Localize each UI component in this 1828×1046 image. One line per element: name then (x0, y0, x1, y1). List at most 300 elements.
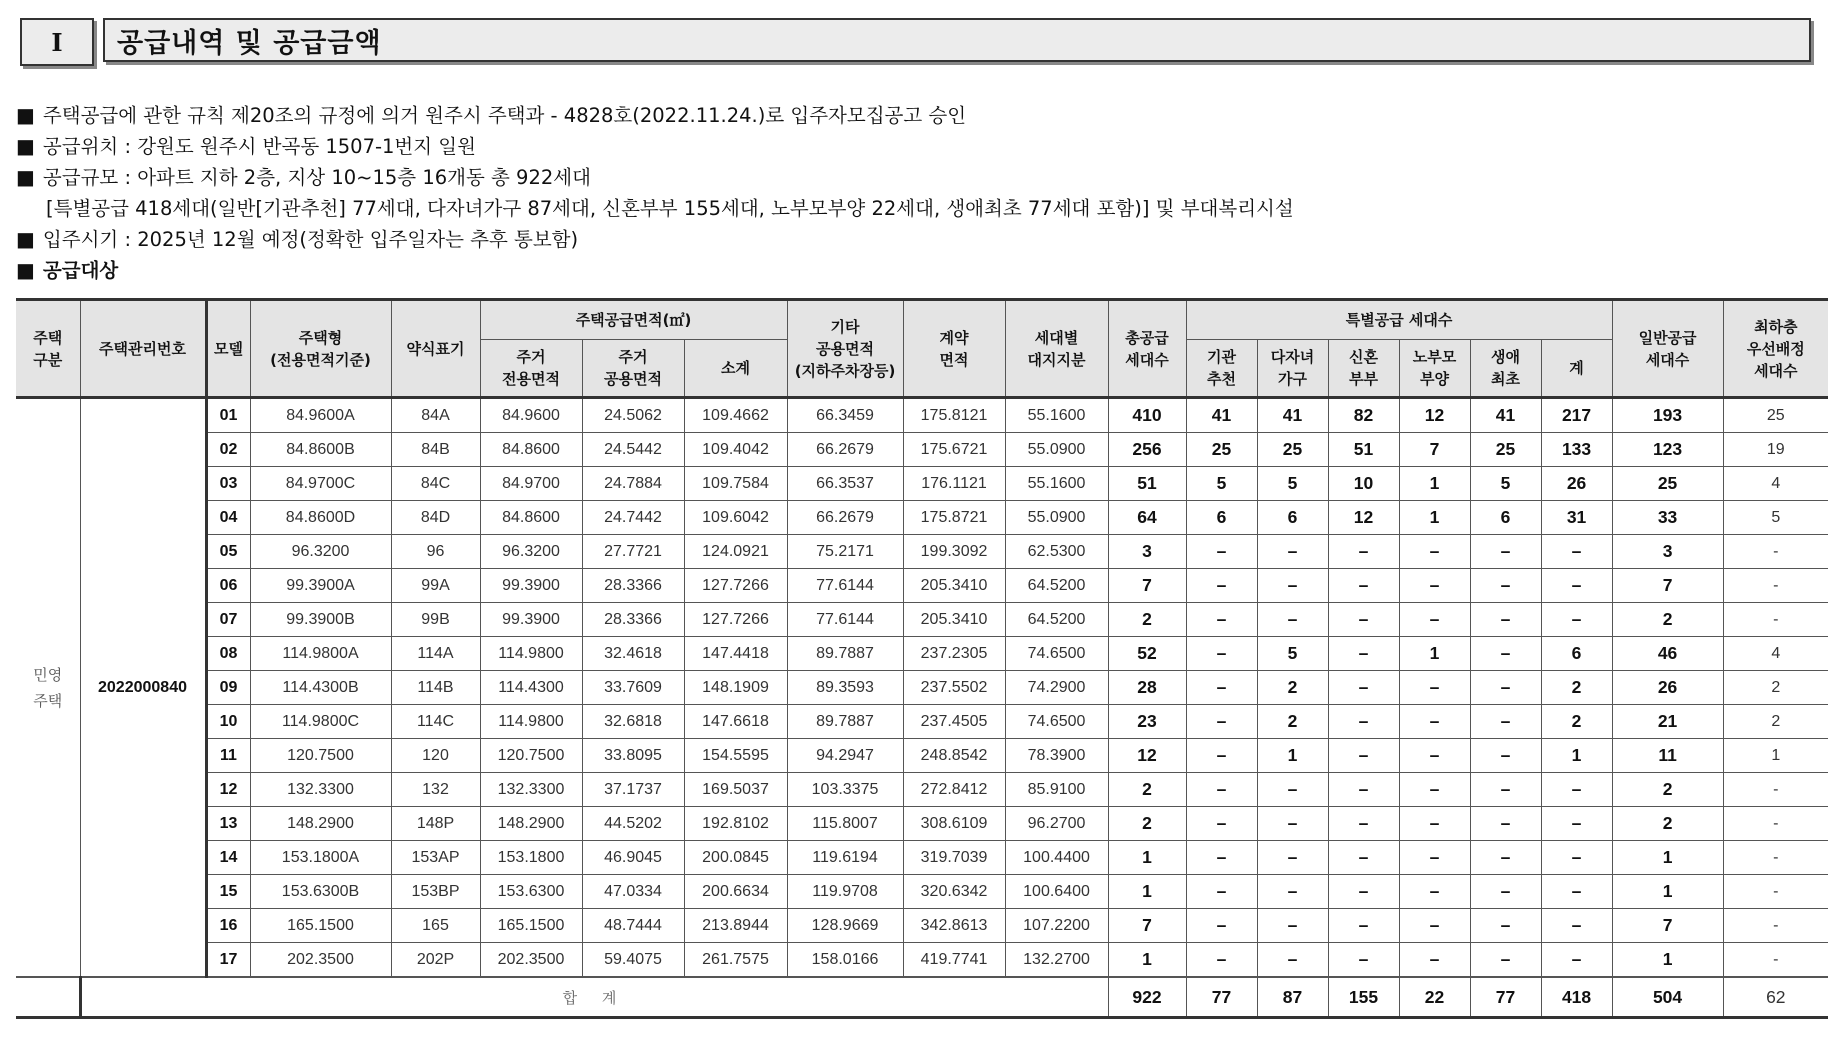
table-row (16, 671, 1828, 705)
bullet-square-icon: ■ (16, 103, 35, 127)
table-cell: – (1186, 535, 1257, 569)
table-cell: – (1399, 535, 1470, 569)
table-cell: – (1399, 773, 1470, 807)
table-cell: 06 (206, 569, 250, 603)
header-sp-total: 계 (1541, 340, 1612, 398)
table-cell: 1 (1399, 467, 1470, 501)
table-cell: - (1723, 909, 1828, 943)
table-cell: 24.5062 (582, 398, 684, 433)
table-cell: – (1541, 841, 1612, 875)
table-cell: – (1257, 773, 1328, 807)
table-cell: – (1470, 875, 1541, 909)
table-cell: 74.6500 (1005, 637, 1108, 671)
table-row (16, 739, 1828, 773)
table-cell: 44.5202 (582, 807, 684, 841)
table-cell: – (1186, 603, 1257, 637)
table-cell: 1 (1257, 739, 1328, 773)
table-cell: - (1723, 603, 1828, 637)
table-cell: 24.7442 (582, 501, 684, 535)
table-cell: 132 (391, 773, 480, 807)
total-value: 155 (1328, 977, 1399, 1018)
table-cell: 2 (1108, 807, 1186, 841)
table-cell: 84A (391, 398, 480, 433)
table-cell: - (1723, 535, 1828, 569)
table-cell: 16 (206, 909, 250, 943)
table-cell: 84.8600 (480, 433, 582, 467)
total-value: 22 (1399, 977, 1470, 1018)
table-cell: 64 (1108, 501, 1186, 535)
table-cell: – (1257, 875, 1328, 909)
table-cell: 133 (1541, 433, 1612, 467)
table-cell: 96 (391, 535, 480, 569)
table-cell: 84B (391, 433, 480, 467)
table-cell: 120 (391, 739, 480, 773)
table-cell: 153.1800 (480, 841, 582, 875)
table-cell: 5 (1257, 467, 1328, 501)
table-body (16, 398, 1828, 978)
table-cell: 100.6400 (1005, 875, 1108, 909)
header-type: 주택형 (전용면적기준) (250, 300, 391, 398)
table-cell: – (1470, 943, 1541, 978)
table-cell: - (1723, 943, 1828, 978)
table-cell: 103.3375 (787, 773, 903, 807)
table-cell: 107.2200 (1005, 909, 1108, 943)
table-cell: 10 (206, 705, 250, 739)
table-cell: 205.3410 (903, 603, 1005, 637)
table-cell: – (1186, 705, 1257, 739)
table-cell: 132.3300 (250, 773, 391, 807)
header-contract-area: 계약 면적 (903, 300, 1005, 398)
table-cell: 94.2947 (787, 739, 903, 773)
table-cell: 09 (206, 671, 250, 705)
table-cell: 99.3900 (480, 569, 582, 603)
header-total-units: 총공급 세대수 (1108, 300, 1186, 398)
table-cell: 202P (391, 943, 480, 978)
table-cell: 419.7741 (903, 943, 1005, 978)
table-cell: – (1186, 841, 1257, 875)
bullet-square-icon: ■ (16, 134, 35, 158)
table-cell: 89.7887 (787, 705, 903, 739)
table-cell: 62.5300 (1005, 535, 1108, 569)
section-header (20, 18, 1820, 66)
table-cell: – (1541, 909, 1612, 943)
table-cell: 237.4505 (903, 705, 1005, 739)
table-cell: – (1470, 739, 1541, 773)
table-cell: – (1470, 773, 1541, 807)
table-cell: 2 (1257, 671, 1328, 705)
table-cell: 41 (1470, 398, 1541, 433)
table-cell: 59.4075 (582, 943, 684, 978)
table-cell: 66.2679 (787, 501, 903, 535)
table-cell: 109.7584 (684, 467, 787, 501)
table-cell: 1 (1723, 739, 1828, 773)
table-cell: 55.1600 (1005, 467, 1108, 501)
table-cell: 1 (1541, 739, 1612, 773)
table-cell: 109.4042 (684, 433, 787, 467)
bullet-scale-detail: [특별공급 418세대(일반[기관추천] 77세대, 다자녀가구 87세대, 신혼부부 155세대, 노부모부양 22세대, 생애최초 77세대 포함)] 및 부대복리시설 (46, 197, 1294, 220)
table-cell: – (1470, 807, 1541, 841)
table-cell: 7 (1612, 569, 1723, 603)
table-cell: – (1257, 909, 1328, 943)
table-cell: 158.0166 (787, 943, 903, 978)
table-row (16, 569, 1828, 603)
table-cell: 85.9100 (1005, 773, 1108, 807)
table-cell: 193 (1612, 398, 1723, 433)
table-cell: 148P (391, 807, 480, 841)
header-area-group: 주택공급면적(㎡) (480, 300, 787, 340)
table-cell: 5 (1257, 637, 1328, 671)
table-cell: 96.3200 (250, 535, 391, 569)
bullet-location: ■ 공급위치 : 강원도 원주시 반곡동 1507-1번지 일원 (16, 134, 476, 158)
table-cell: 165.1500 (250, 909, 391, 943)
total-value: 77 (1186, 977, 1257, 1018)
table-cell: 114C (391, 705, 480, 739)
table-cell: 11 (206, 739, 250, 773)
management-number-cell: 2022000840 (80, 398, 206, 978)
bullet-supply-target: ■ 공급대상 (16, 258, 119, 282)
table-cell: – (1399, 807, 1470, 841)
table-cell: – (1257, 569, 1328, 603)
table-cell: 52 (1108, 637, 1186, 671)
table-cell: 23 (1108, 705, 1186, 739)
table-cell: 84D (391, 501, 480, 535)
bullet-scale: ■ 공급규모 : 아파트 지하 2층, 지상 10~15층 16개동 총 922세대 (16, 165, 591, 189)
table-cell: 1 (1612, 875, 1723, 909)
table-row (16, 603, 1828, 637)
table-cell: – (1470, 705, 1541, 739)
table-row (16, 909, 1828, 943)
table-cell: 148.1909 (684, 671, 787, 705)
table-cell: 3 (1612, 535, 1723, 569)
table-cell: 272.8412 (903, 773, 1005, 807)
table-cell: 25 (1257, 433, 1328, 467)
table-cell: – (1541, 807, 1612, 841)
table-cell: 6 (1541, 637, 1612, 671)
table-cell: 07 (206, 603, 250, 637)
table-cell: – (1470, 841, 1541, 875)
table-cell: – (1541, 773, 1612, 807)
table-cell: – (1328, 875, 1399, 909)
table-cell: 19 (1723, 433, 1828, 467)
table-cell: - (1723, 773, 1828, 807)
table-cell: 2 (1108, 603, 1186, 637)
table-cell: 10 (1328, 467, 1399, 501)
table-cell: 120.7500 (480, 739, 582, 773)
table-cell: 200.0845 (684, 841, 787, 875)
header-other-common: 기타 공용면적 (지하주차장등) (787, 300, 903, 398)
table-cell: 256 (1108, 433, 1186, 467)
table-cell: 84.9600A (250, 398, 391, 433)
table-cell: 51 (1108, 467, 1186, 501)
table-cell: 01 (206, 398, 250, 433)
table-cell: 154.5595 (684, 739, 787, 773)
table-cell: 175.6721 (903, 433, 1005, 467)
table-cell: 15 (206, 875, 250, 909)
table-cell: 175.8721 (903, 501, 1005, 535)
header-general-units: 일반공급 세대수 (1612, 300, 1723, 398)
total-value: 418 (1541, 977, 1612, 1018)
table-cell: 114.9800C (250, 705, 391, 739)
table-row (16, 807, 1828, 841)
table-cell: 4 (1723, 637, 1828, 671)
table-cell: 128.9669 (787, 909, 903, 943)
table-cell: 11 (1612, 739, 1723, 773)
table-row (16, 943, 1828, 978)
table-cell: 124.0921 (684, 535, 787, 569)
table-cell: 02 (206, 433, 250, 467)
table-cell: 1 (1399, 637, 1470, 671)
table-cell: 2 (1723, 705, 1828, 739)
table-cell: 04 (206, 501, 250, 535)
bullet-square-icon: ■ (16, 227, 35, 251)
bullet-move-in: ■ 입주시기 : 2025년 12월 예정(정확한 입주일자는 추후 통보함) (16, 227, 579, 251)
table-cell: – (1399, 841, 1470, 875)
table-row (16, 433, 1828, 467)
table-cell: 2 (1541, 671, 1612, 705)
table-cell: 114A (391, 637, 480, 671)
header-area-common: 주거 공용면적 (582, 340, 684, 398)
table-cell: 27.7721 (582, 535, 684, 569)
table-cell: 237.2305 (903, 637, 1005, 671)
table-cell: – (1470, 603, 1541, 637)
table-cell: 55.0900 (1005, 433, 1108, 467)
table-cell: – (1328, 909, 1399, 943)
table-cell: 12 (206, 773, 250, 807)
table-cell: – (1328, 671, 1399, 705)
table-cell: 03 (206, 467, 250, 501)
header-area-exclusive: 주거 전용면적 (480, 340, 582, 398)
table-cell: – (1186, 637, 1257, 671)
table-cell: 7 (1612, 909, 1723, 943)
table-cell: 1 (1108, 841, 1186, 875)
table-cell: 120.7500 (250, 739, 391, 773)
table-cell: 47.0334 (582, 875, 684, 909)
table-cell: 64.5200 (1005, 603, 1108, 637)
table-cell: 32.6818 (582, 705, 684, 739)
table-cell: 96.3200 (480, 535, 582, 569)
table-cell: 248.8542 (903, 739, 1005, 773)
table-cell: 109.4662 (684, 398, 787, 433)
table-cell: 31 (1541, 501, 1612, 535)
table-cell: 319.7039 (903, 841, 1005, 875)
table-cell: 153BP (391, 875, 480, 909)
table-cell: 74.2900 (1005, 671, 1108, 705)
header-area-subtotal: 소계 (684, 340, 787, 398)
table-cell: – (1541, 603, 1612, 637)
table-cell: 55.1600 (1005, 398, 1108, 433)
table-cell: 89.3593 (787, 671, 903, 705)
table-cell: – (1399, 909, 1470, 943)
table-cell: 48.7444 (582, 909, 684, 943)
table-cell: 1 (1612, 841, 1723, 875)
table-cell: – (1328, 773, 1399, 807)
table-cell: - (1723, 841, 1828, 875)
table-cell: 237.5502 (903, 671, 1005, 705)
table-cell: 202.3500 (250, 943, 391, 978)
table-cell: 3 (1108, 535, 1186, 569)
header-sp-newlywed: 신혼 부부 (1328, 340, 1399, 398)
table-cell: 28.3366 (582, 569, 684, 603)
table-cell: 46 (1612, 637, 1723, 671)
total-blank-cell (16, 977, 80, 1018)
bullet-approval: ■ 주택공급에 관한 규칙 제20조의 규정에 의거 원주시 주택과 - 4828호(2022.11.24.)로 입주자모집공고 승인 (16, 103, 967, 127)
table-cell: 342.8613 (903, 909, 1005, 943)
table-cell: 199.3092 (903, 535, 1005, 569)
table-cell: 165.1500 (480, 909, 582, 943)
table-cell: 410 (1108, 398, 1186, 433)
table-cell: – (1470, 637, 1541, 671)
table-cell: - (1723, 807, 1828, 841)
total-value: 77 (1470, 977, 1541, 1018)
table-cell: 123 (1612, 433, 1723, 467)
table-cell: – (1257, 603, 1328, 637)
table-cell: 1 (1108, 875, 1186, 909)
table-cell: – (1399, 569, 1470, 603)
table-cell: 2 (1257, 705, 1328, 739)
table-cell: 205.3410 (903, 569, 1005, 603)
table-cell: 147.4418 (684, 637, 787, 671)
supply-table (16, 298, 1828, 1019)
table-cell: 78.3900 (1005, 739, 1108, 773)
table-cell: 217 (1541, 398, 1612, 433)
table-cell: 127.7266 (684, 569, 787, 603)
table-cell: 84.9600 (480, 398, 582, 433)
table-cell: 84C (391, 467, 480, 501)
table-cell: – (1328, 569, 1399, 603)
table-cell: – (1328, 637, 1399, 671)
table-cell: – (1328, 705, 1399, 739)
table-cell: 148.2900 (480, 807, 582, 841)
total-value: 922 (1108, 977, 1186, 1018)
table-cell: 33.7609 (582, 671, 684, 705)
table-cell: 84.8600D (250, 501, 391, 535)
table-cell: 84.8600B (250, 433, 391, 467)
table-cell: 96.2700 (1005, 807, 1108, 841)
table-cell: 84.9700C (250, 467, 391, 501)
table-cell: 25 (1470, 433, 1541, 467)
table-cell: – (1186, 739, 1257, 773)
table-row (16, 875, 1828, 909)
table-cell: – (1470, 535, 1541, 569)
table-cell: – (1328, 535, 1399, 569)
table-cell: 64.5200 (1005, 569, 1108, 603)
table-cell: 2 (1108, 773, 1186, 807)
section-numeral: I (20, 18, 94, 66)
table-cell: 24.7884 (582, 467, 684, 501)
header-lowest-floor: 최하층 우선배정 세대수 (1723, 300, 1828, 398)
table-cell: – (1541, 569, 1612, 603)
table-cell: 28.3366 (582, 603, 684, 637)
bullet-square-icon: ■ (16, 258, 35, 282)
table-cell: 308.6109 (903, 807, 1005, 841)
table-cell: 114.9800A (250, 637, 391, 671)
table-cell: 7 (1108, 909, 1186, 943)
table-cell: 2 (1723, 671, 1828, 705)
table-row (16, 773, 1828, 807)
table-cell: 55.0900 (1005, 501, 1108, 535)
header-sp-inst: 기관 추천 (1186, 340, 1257, 398)
table-cell: – (1257, 535, 1328, 569)
table-cell: 99B (391, 603, 480, 637)
table-cell: 12 (1328, 501, 1399, 535)
table-cell: 99.3900B (250, 603, 391, 637)
table-cell: 4 (1723, 467, 1828, 501)
table-cell: 6 (1186, 501, 1257, 535)
header-sp-first: 생애 최초 (1470, 340, 1541, 398)
table-cell: 33.8095 (582, 739, 684, 773)
header-model: 모델 (206, 300, 250, 398)
table-cell: – (1399, 603, 1470, 637)
table-row (16, 467, 1828, 501)
table-cell: 99A (391, 569, 480, 603)
table-cell: 41 (1257, 398, 1328, 433)
table-cell: – (1470, 909, 1541, 943)
table-cell: 2 (1612, 773, 1723, 807)
header-special-group: 특별공급 세대수 (1186, 300, 1612, 340)
table-cell: 200.6634 (684, 875, 787, 909)
table-cell: – (1541, 943, 1612, 978)
table-cell: – (1399, 671, 1470, 705)
table-cell: 46.9045 (582, 841, 684, 875)
table-cell: – (1186, 943, 1257, 978)
table-row (16, 637, 1828, 671)
table-cell: – (1257, 841, 1328, 875)
table-cell: 51 (1328, 433, 1399, 467)
table-cell: – (1399, 875, 1470, 909)
table-cell: 74.6500 (1005, 705, 1108, 739)
table-cell: – (1186, 671, 1257, 705)
table-cell: 115.8007 (787, 807, 903, 841)
table-cell: - (1723, 569, 1828, 603)
table-cell: – (1328, 943, 1399, 978)
table-cell: – (1399, 943, 1470, 978)
table-cell: 89.7887 (787, 637, 903, 671)
table-cell: 119.9708 (787, 875, 903, 909)
table-cell: 77.6144 (787, 569, 903, 603)
table-cell: 5 (1470, 467, 1541, 501)
table-cell: 320.6342 (903, 875, 1005, 909)
table-cell: 114.9800 (480, 705, 582, 739)
bullet-square-icon: ■ (16, 165, 35, 189)
table-cell: 66.3537 (787, 467, 903, 501)
table-cell: 99.3900 (480, 603, 582, 637)
section-title: 공급내역 및 공급금액 (103, 18, 1811, 62)
table-cell: 26 (1612, 671, 1723, 705)
table-cell: 99.3900A (250, 569, 391, 603)
table-cell: 41 (1186, 398, 1257, 433)
table-cell: 153.6300 (480, 875, 582, 909)
table-cell: – (1186, 909, 1257, 943)
table-cell: 05 (206, 535, 250, 569)
table-cell: 5 (1186, 467, 1257, 501)
table-cell: 14 (206, 841, 250, 875)
table-row (16, 535, 1828, 569)
header-sp-multi: 다자녀 가구 (1257, 340, 1328, 398)
table-cell: 1 (1612, 943, 1723, 978)
table-cell: – (1257, 807, 1328, 841)
table-cell: 169.5037 (684, 773, 787, 807)
table-cell: – (1470, 671, 1541, 705)
table-cell: 100.4400 (1005, 841, 1108, 875)
table-cell: 82 (1328, 398, 1399, 433)
total-value: 87 (1257, 977, 1328, 1018)
table-cell: – (1541, 535, 1612, 569)
table-cell: 25 (1186, 433, 1257, 467)
table-cell: 261.7575 (684, 943, 787, 978)
table-cell: 08 (206, 637, 250, 671)
table-cell: 12 (1108, 739, 1186, 773)
table-cell: – (1541, 875, 1612, 909)
